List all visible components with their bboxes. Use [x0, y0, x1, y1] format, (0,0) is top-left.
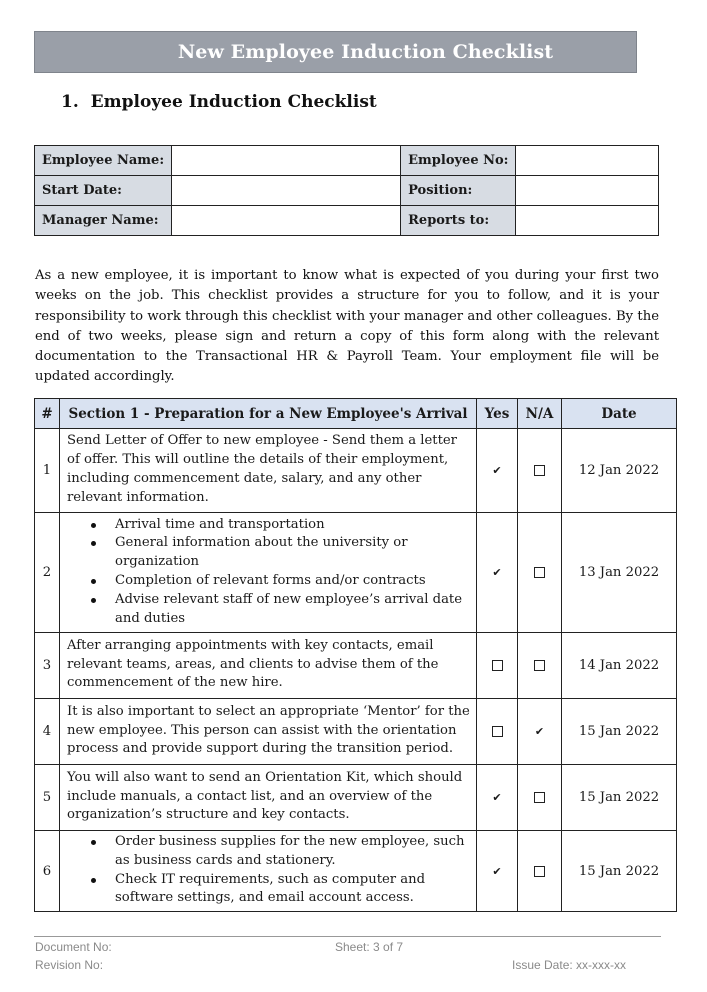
empty-checkbox-icon — [492, 660, 503, 671]
table-row — [35, 633, 677, 699]
yes-checkbox[interactable] — [477, 513, 518, 633]
table-row — [35, 513, 677, 633]
na-checkbox[interactable] — [518, 633, 562, 699]
checkmark-icon: ✔ — [534, 725, 545, 738]
table-row — [35, 699, 677, 765]
task-date: 13 Jan 2022 — [562, 513, 677, 633]
row-number: 5 — [35, 765, 60, 831]
table-row — [35, 765, 677, 831]
start-date-label: Start Date: — [35, 176, 172, 206]
row-number: 1 — [35, 429, 60, 513]
row-number: 4 — [35, 699, 60, 765]
task-date: 15 Jan 2022 — [562, 831, 677, 912]
row-number: 3 — [35, 633, 60, 699]
employee-info-table — [34, 145, 659, 236]
intro-paragraph: As a new employee, it is important to know what is expected of you during your first two weeks on the job. This checklist provides a structure for you to follow, and it is your responsibility to work through this checklist with your manager and other colleagues. By the end of two weeks, please sign and return a copy of this form along with the relevant documentation to the Transactional HR & Payroll Team. Your employment file will be updated accordingly. — [35, 268, 659, 385]
bullet-item: Advise relevant staff of new employee’s arrival date and duties — [89, 591, 470, 629]
section-heading — [61, 92, 377, 112]
empty-checkbox-icon — [534, 567, 545, 578]
empty-checkbox-icon — [534, 792, 545, 803]
footer-sheet: Sheet: 3 of 7 — [335, 940, 404, 954]
table-row — [35, 429, 677, 513]
empty-checkbox-icon — [534, 866, 545, 877]
task-bullets — [60, 831, 477, 912]
employee-no-label: Employee No: — [401, 146, 516, 176]
bullet-item: Completion of relevant forms and/or contracts — [89, 572, 470, 591]
na-checkbox[interactable] — [518, 831, 562, 912]
info-row — [35, 176, 659, 206]
yes-checkbox[interactable] — [477, 429, 518, 513]
task-date: 15 Jan 2022 — [562, 765, 677, 831]
bullet-item: Order business supplies for the new employee, such as business cards and stationery. — [89, 833, 470, 871]
task-text: After arranging appointments with key contacts, email relevant teams, areas, and clients to advise them of the commencement of the new hire. — [60, 633, 477, 699]
empty-checkbox-icon — [492, 726, 503, 737]
col-header-date: Date — [562, 399, 677, 429]
footer-revision-no: Revision No: — [35, 958, 104, 972]
footer-document-no: Document No: — [35, 940, 112, 954]
reports-to-field[interactable] — [516, 206, 659, 236]
col-header-section: Section 1 - Preparation for a New Employee's Arrival — [60, 399, 477, 429]
document-title: New Employee Induction Checklist — [177, 41, 554, 63]
footer-divider — [34, 936, 661, 937]
start-date-field[interactable] — [172, 176, 401, 206]
task-date: 12 Jan 2022 — [562, 429, 677, 513]
na-checkbox[interactable] — [518, 429, 562, 513]
yes-checkbox[interactable] — [477, 633, 518, 699]
task-text: You will also want to send an Orientation Kit, which should include manuals, a contact list, and an overview of the organization’s structure and key contacts. — [60, 765, 477, 831]
yes-checkbox[interactable] — [477, 831, 518, 912]
section-title: Employee Induction Checklist — [90, 92, 377, 112]
manager-name-field[interactable] — [172, 206, 401, 236]
task-date: 15 Jan 2022 — [562, 699, 677, 765]
info-row — [35, 206, 659, 236]
row-number: 2 — [35, 513, 60, 633]
bullet-list — [67, 833, 470, 908]
task-text: Send Letter of Offer to new employee - Send them a letter of offer. This will outline the details of their employment, including commencement date, salary, and any other relevant information. — [60, 429, 477, 513]
bullet-item: Check IT requirements, such as computer and software settings, and email account access. — [89, 871, 470, 909]
bullet-list — [67, 516, 470, 629]
employee-name-field[interactable] — [172, 146, 401, 176]
col-header-na: N/A — [518, 399, 562, 429]
table-row — [35, 831, 677, 912]
task-text: It is also important to select an appropriate ‘Mentor’ for the new employee. This person can assist with the orientation process and provide support during the transition period. — [60, 699, 477, 765]
bullet-item: General information about the university or organization — [89, 534, 470, 572]
employee-no-field[interactable] — [516, 146, 659, 176]
bullet-item: Arrival time and transportation — [89, 516, 470, 535]
employee-name-label: Employee Name: — [35, 146, 172, 176]
task-bullets — [60, 513, 477, 633]
checkmark-icon: ✔ — [492, 566, 502, 579]
na-checkbox[interactable] — [518, 765, 562, 831]
empty-checkbox-icon — [534, 465, 545, 476]
position-field[interactable] — [516, 176, 659, 206]
col-header-yes: Yes — [477, 399, 518, 429]
footer-issue-date: Issue Date: xx-xxx-xx — [512, 958, 627, 972]
checkmark-icon: ✔ — [492, 464, 502, 477]
yes-checkbox[interactable] — [477, 765, 518, 831]
na-checkbox[interactable] — [518, 513, 562, 633]
induction-checklist-table — [34, 398, 677, 912]
col-header-num: # — [35, 399, 60, 429]
checkmark-icon: ✔ — [492, 864, 502, 878]
task-date: 14 Jan 2022 — [562, 633, 677, 699]
reports-to-label: Reports to: — [401, 206, 516, 236]
empty-checkbox-icon — [534, 660, 545, 671]
section-number: 1. — [61, 92, 79, 112]
info-row — [35, 146, 659, 176]
position-label: Position: — [401, 176, 516, 206]
document-title-bar — [34, 31, 637, 73]
checklist-header-row — [35, 399, 677, 429]
checkmark-icon: ✔ — [492, 791, 502, 804]
yes-checkbox[interactable] — [477, 699, 518, 765]
na-checkbox[interactable] — [518, 699, 562, 765]
manager-name-label: Manager Name: — [35, 206, 172, 236]
row-number: 6 — [35, 831, 60, 912]
